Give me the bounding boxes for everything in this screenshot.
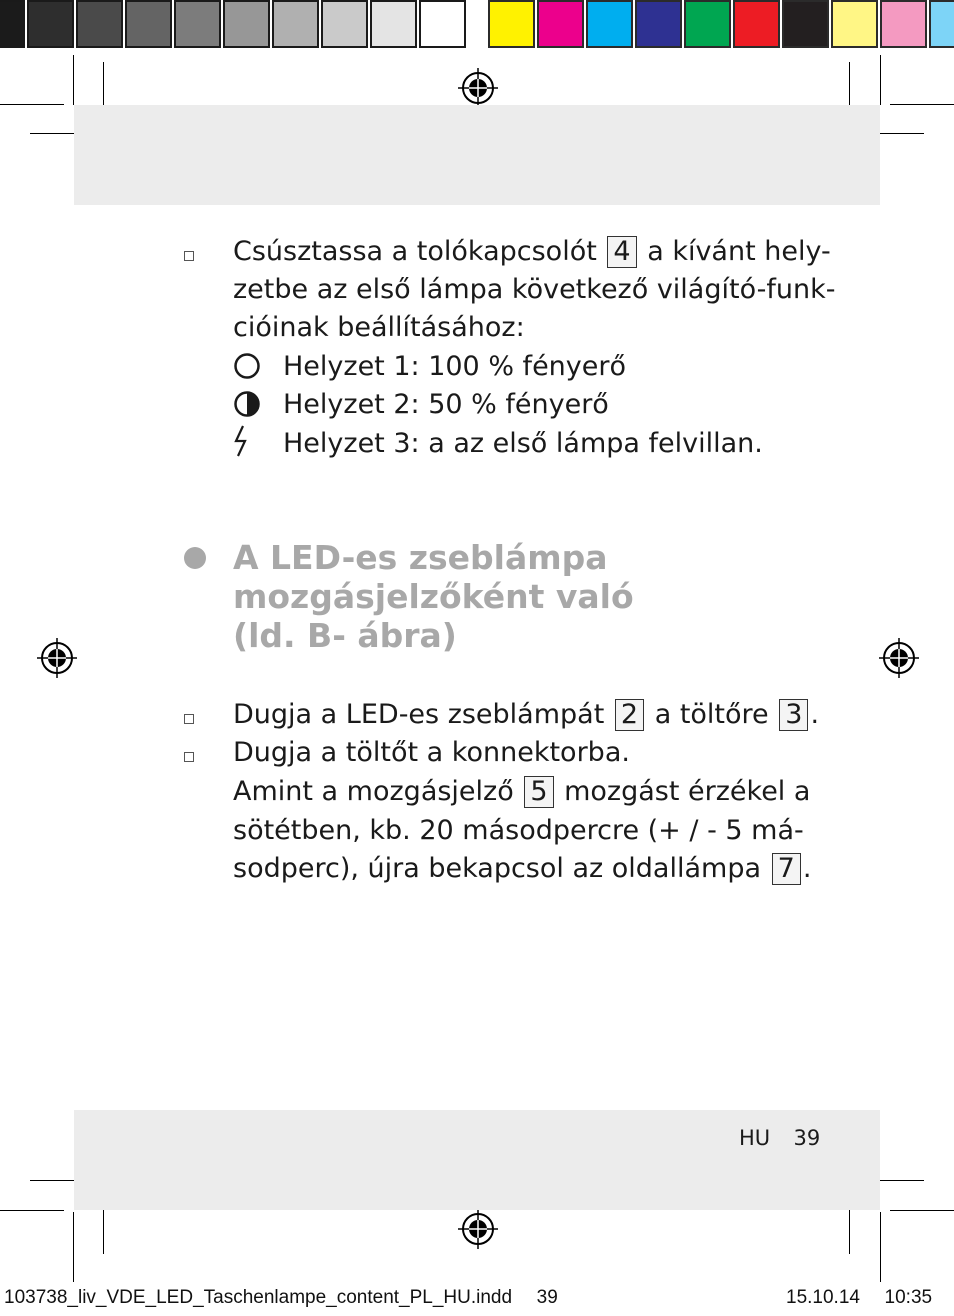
instruction-line: zetbe az első lámpa következő világító-funk- — [233, 274, 836, 305]
instruction-text: . — [802, 853, 812, 884]
position-3-text: Helyzet 3: a az első lámpa felvillan. — [283, 428, 763, 459]
color-swatch — [488, 0, 535, 48]
registration-mark-right-icon — [878, 637, 920, 679]
heading-bullet-icon — [184, 547, 206, 569]
half-brightness-icon — [233, 390, 261, 418]
color-swatch — [537, 0, 584, 48]
color-swatch — [831, 0, 878, 48]
color-swatch — [929, 0, 954, 48]
ref-number: 5 — [524, 776, 553, 808]
slug-page: 39 — [536, 1287, 558, 1308]
instruction-text: Csúsztassa a tolókapcsolót — [233, 236, 597, 267]
registration-mark-top-icon — [457, 67, 499, 109]
slug-time: 10:35 — [884, 1287, 933, 1308]
gray-swatch — [321, 0, 368, 48]
color-swatch — [880, 0, 927, 48]
gray-swatch — [76, 0, 123, 48]
heading-line: (ld. B- ábra) — [233, 616, 457, 655]
ref-number: 3 — [779, 699, 808, 731]
slug-filename: 103738_liv_VDE_LED_Taschenlampe_content_PL_HU.indd — [4, 1287, 513, 1308]
gray-swatch — [27, 0, 74, 48]
color-swatch — [635, 0, 682, 48]
instruction-line: Dugja a töltőt a konnektorba. — [233, 737, 630, 768]
gray-swatch — [370, 0, 417, 48]
instruction-text: Dugja a LED-es zseblámpát — [233, 699, 605, 730]
gray-swatch — [125, 0, 172, 48]
language-code: HU — [739, 1126, 771, 1150]
gray-swatch — [419, 0, 466, 48]
gray-swatch — [174, 0, 221, 48]
page-footer — [739, 1126, 820, 1150]
color-swatch — [733, 0, 780, 48]
heading-line: mozgásjelzőként való — [233, 577, 634, 616]
gray-swatch — [272, 0, 319, 48]
full-brightness-icon — [233, 352, 261, 380]
page-number: 39 — [793, 1126, 821, 1150]
heading-line: A LED-es zseblámpa — [233, 538, 608, 577]
color-swatch — [782, 0, 829, 48]
slug-date: 15.10.14 — [786, 1287, 860, 1308]
position-1-text: Helyzet 1: 100 % fényerő — [283, 351, 626, 382]
position-2-text: Helyzet 2: 50 % fényerő — [283, 389, 609, 420]
instruction-text: a kívánt hely- — [647, 236, 831, 267]
instruction-text: mozgást érzékel a — [564, 776, 811, 807]
instruction-text: Amint a mozgásjelző — [233, 776, 514, 807]
registration-mark-bottom-icon — [457, 1208, 499, 1250]
registration-mark-left-icon — [36, 637, 78, 679]
instruction-line: cióinak beállításához: — [233, 312, 525, 343]
instruction-line: sötétben, kb. 20 másodpercre (+ / - 5 má- — [233, 815, 804, 846]
ref-number: 7 — [772, 853, 801, 885]
instruction-line — [233, 850, 811, 888]
footer-band — [74, 1110, 880, 1210]
instruction-text: . — [810, 699, 820, 730]
gray-swatch — [0, 0, 25, 48]
print-slug-file — [4, 1287, 558, 1309]
ref-number: 2 — [615, 699, 644, 731]
instruction-line — [233, 233, 831, 271]
list-bullet-icon — [184, 251, 194, 261]
instruction-text: a töltőre — [654, 699, 769, 730]
color-swatch — [684, 0, 731, 48]
flash-lightning-icon — [232, 424, 250, 458]
ref-number: 4 — [607, 236, 636, 268]
instruction-text: sodperc), újra bekapcsol az oldallámpa — [233, 853, 762, 884]
list-bullet-icon — [184, 714, 194, 724]
instruction-line — [233, 696, 819, 734]
print-slug-datetime — [786, 1287, 932, 1309]
section-heading — [233, 538, 634, 655]
list-bullet-icon — [184, 752, 194, 762]
gray-swatch — [223, 0, 270, 48]
header-band — [74, 105, 880, 205]
instruction-line — [233, 773, 810, 811]
color-swatch — [586, 0, 633, 48]
